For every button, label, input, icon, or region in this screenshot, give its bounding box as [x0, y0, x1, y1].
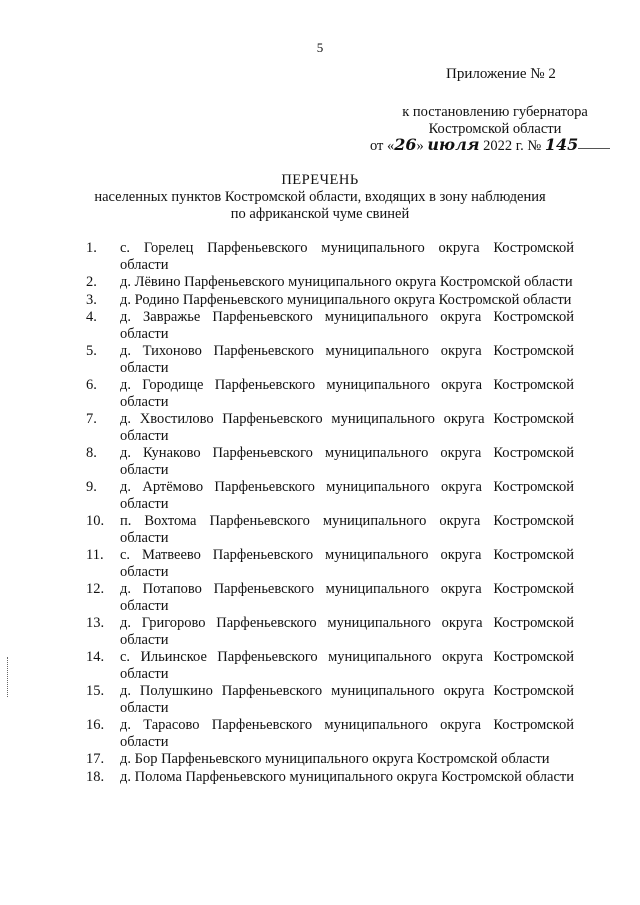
list-item — [86, 615, 574, 648]
list-item-number: 15. — [86, 683, 105, 699]
list-item-text: с. Ильинское Парфеньевского муниципального округа Костромской области — [120, 649, 574, 682]
list-item — [86, 309, 574, 342]
list-item-text: д. Артёмово Парфеньевского муниципального округа Костромской области — [120, 479, 574, 512]
list-item-number: 1. — [86, 240, 97, 256]
settlement-list — [86, 240, 574, 786]
list-item-number: 7. — [86, 411, 97, 427]
list-item-number: 17. — [86, 751, 105, 767]
list-item-number: 12. — [86, 581, 105, 597]
list-item — [86, 377, 574, 410]
list-item-text: с. Матвеево Парфеньевского муниципального округа Костромской области — [120, 547, 574, 580]
decree-line-1: к постановлению губернатора — [402, 104, 588, 120]
list-item-text: д. Хвостилово Парфеньевского муниципального округа Костромской области — [120, 411, 574, 444]
list-item — [86, 479, 574, 512]
number-underline — [578, 148, 610, 149]
decree-line-2: Костромской области — [428, 121, 562, 137]
list-item-text: п. Вохтома Парфеньевского муниципального округа Костромской области — [120, 513, 574, 546]
handwritten-month: июля — [427, 135, 480, 154]
list-item-number: 16. — [86, 717, 105, 733]
list-item — [86, 292, 574, 309]
list-item — [86, 649, 574, 682]
list-item — [86, 547, 574, 580]
list-item — [86, 751, 574, 768]
list-item-number: 6. — [86, 377, 97, 393]
list-item-number: 8. — [86, 445, 97, 461]
title-line-3: по африканской чуме свиней — [230, 206, 410, 222]
list-item-text: д. Лёвино Парфеньевского муниципального округа Костромской области — [120, 274, 573, 290]
list-item-text: д. Полома Парфеньевского муниципального округа Костромской области — [120, 768, 574, 785]
list-item — [86, 581, 574, 614]
list-item-text: с. Горелец Парфеньевского муниципального округа Костромской области — [120, 240, 574, 273]
appendix-label: Приложение № 2 — [446, 66, 556, 82]
list-item-number: 18. — [86, 768, 105, 785]
list-item — [86, 343, 574, 376]
list-item-number: 13. — [86, 615, 105, 631]
page-number: 5 — [316, 40, 324, 55]
list-item-number: 11. — [86, 547, 104, 563]
date-mid: » — [416, 138, 424, 154]
list-item-number: 5. — [86, 343, 97, 359]
list-item-number: 10. — [86, 513, 105, 529]
list-item-text: д. Полушкино Парфеньевского муниципального округа Костромской области — [120, 683, 574, 716]
list-item-text: д. Тихоново Парфеньевского муниципального округа Костромской области — [120, 343, 574, 376]
list-item — [86, 445, 574, 478]
list-item — [86, 513, 574, 546]
list-item — [86, 274, 574, 291]
list-item — [86, 717, 574, 750]
list-item — [86, 240, 574, 273]
date-prefix: от « — [370, 138, 395, 154]
list-item — [86, 769, 574, 786]
date-year: 2022 г. № — [479, 138, 545, 154]
list-item-number: 3. — [86, 291, 97, 308]
list-item-text: д. Завражье Парфеньевского муниципального округа Костромской области — [120, 309, 574, 342]
list-item-number: 2. — [86, 274, 97, 290]
decree-reference — [380, 104, 610, 138]
list-item-text: д. Кунаково Парфеньевского муниципального округа Костромской области — [120, 445, 574, 478]
title-line-1: ПЕРЕЧЕНЬ — [281, 172, 359, 188]
list-item-text: д. Родино Парфеньевского муниципального округа Костромской области — [120, 291, 572, 308]
list-item-text: д. Тарасово Парфеньевского муниципального округа Костромской области — [120, 717, 574, 750]
list-item-text: д. Потапово Парфеньевского муниципального округа Костромской области — [120, 581, 574, 614]
list-item-number: 9. — [86, 479, 97, 495]
list-item — [86, 683, 574, 716]
handwritten-number: 145 — [544, 135, 579, 154]
margin-mark — [7, 657, 9, 697]
list-item — [86, 411, 574, 444]
list-item-text: д. Городище Парфеньевского муниципального округа Костромской области — [120, 377, 574, 410]
title-line-2: населенных пунктов Костромской области, входящих в зону наблюдения — [94, 189, 546, 205]
list-item-text: д. Бор Парфеньевского муниципального округа Костромской области — [120, 751, 550, 767]
list-item-number: 14. — [86, 649, 105, 665]
handwritten-day: 26 — [394, 135, 417, 154]
decree-date-line — [370, 135, 578, 155]
list-item-text: д. Григорово Парфеньевского муниципального округа Костромской области — [120, 615, 574, 648]
list-item-number: 4. — [86, 309, 97, 325]
document-title — [0, 172, 640, 223]
